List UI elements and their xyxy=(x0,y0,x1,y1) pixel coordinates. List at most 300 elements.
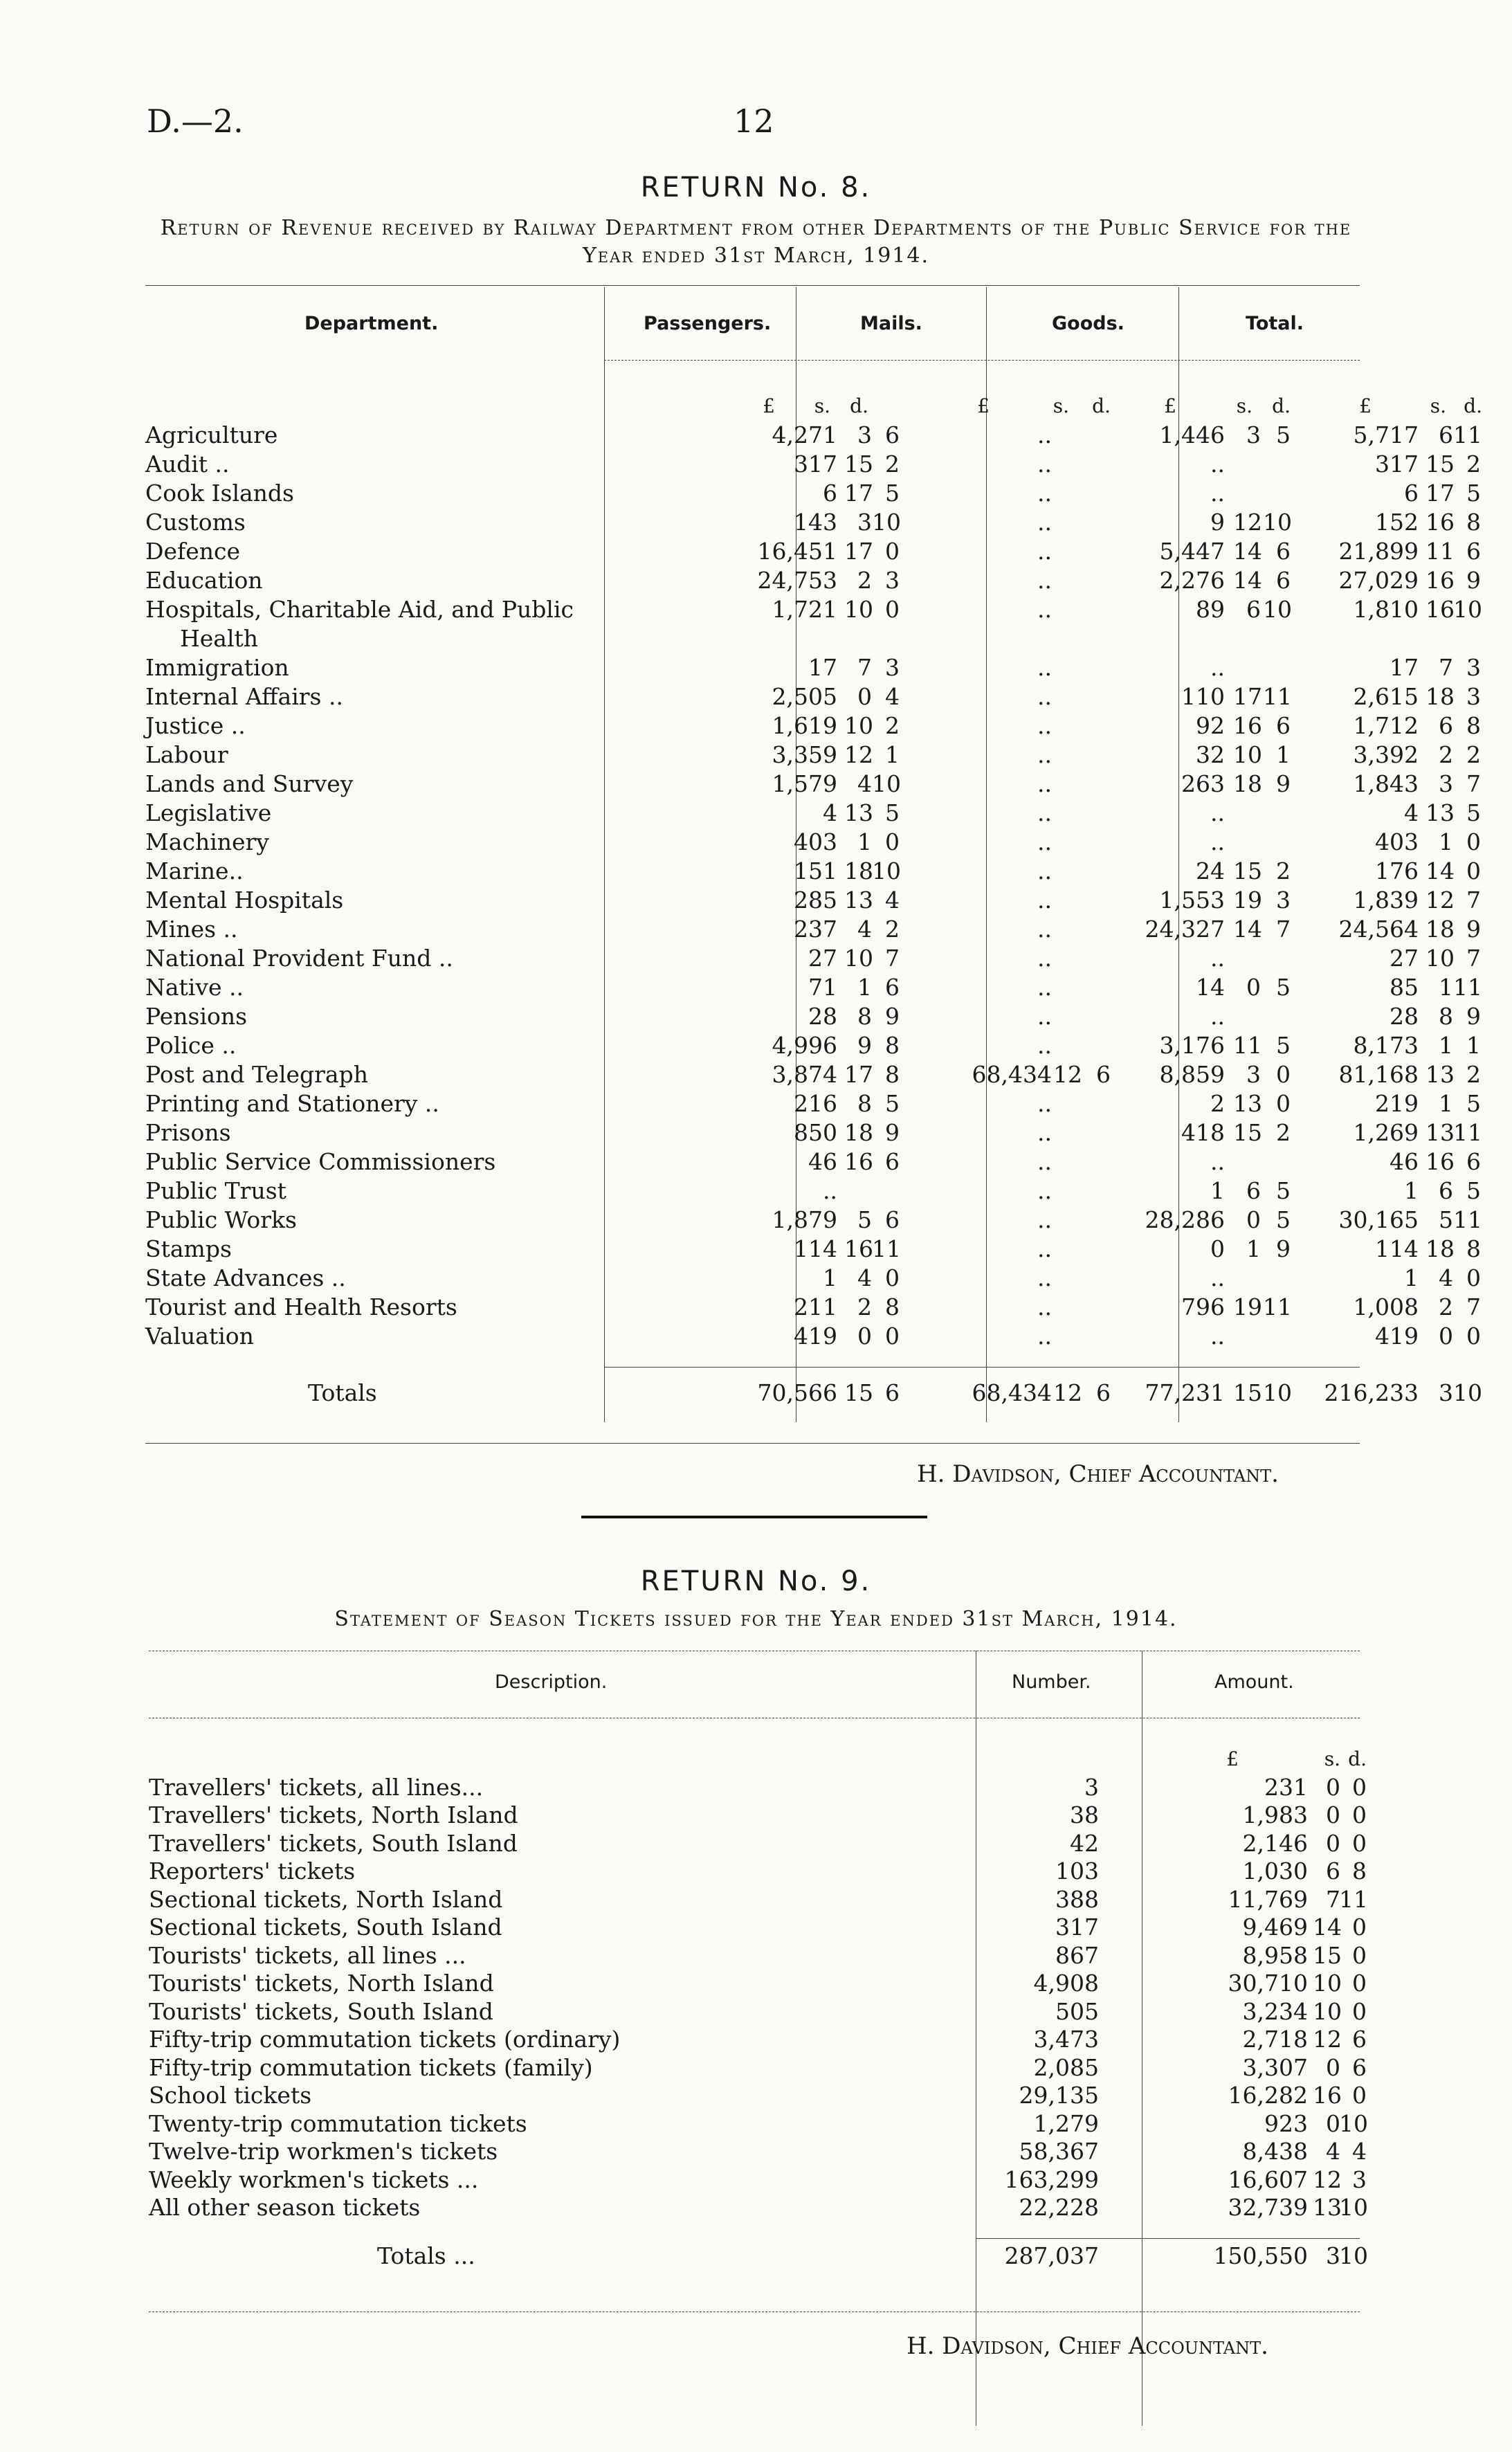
col-t-pounds: 152 xyxy=(1375,509,1419,536)
col-g-pence: 9 xyxy=(1276,1235,1291,1262)
col-p-pence: 6 xyxy=(885,421,900,448)
units-row xyxy=(149,1745,1367,1774)
col-g-shillings: 18 xyxy=(1233,770,1262,797)
col-t-pence: 11 xyxy=(1453,421,1482,448)
col-g-pounds: 5,447 xyxy=(1159,538,1225,565)
amount-shillings: 15 xyxy=(1313,1941,1342,1969)
amount-pence: 10 xyxy=(1339,2194,1368,2221)
department-name: Public Trust xyxy=(145,1177,286,1204)
total-m-shillings: 12 xyxy=(1053,1379,1082,1406)
col-g-shillings: 0 xyxy=(1246,1206,1261,1233)
col-p-pence: 4 xyxy=(885,887,900,914)
col-t-pounds: 30,165 xyxy=(1338,1206,1419,1233)
col-p-shillings: 5 xyxy=(857,1206,872,1233)
col-t-shillings: 6 xyxy=(1439,1177,1453,1204)
table-row xyxy=(145,1031,1481,1060)
ticket-number: 29,135 xyxy=(1019,2082,1099,2109)
col-t-shillings: 7 xyxy=(1439,654,1453,681)
col-p-shillings: 10 xyxy=(844,945,873,972)
signature-text: H. Davidson, Chief Accountant. xyxy=(907,2332,1268,2360)
col-t-pounds: 27,029 xyxy=(1338,567,1419,594)
amount-shillings: 12 xyxy=(1313,2026,1342,2053)
table-row xyxy=(145,1206,1482,1235)
col-g-shillings: 0 xyxy=(1246,974,1261,1001)
col-p-pence: 2 xyxy=(885,712,900,739)
col-m-pounds: .. xyxy=(1037,974,1052,1001)
col-m-pounds: .. xyxy=(1037,1323,1052,1350)
col-p-pence: 6 xyxy=(885,974,900,1001)
col-p-pence: 3 xyxy=(885,567,900,594)
ticket-description: Travellers' tickets, all lines... xyxy=(149,1773,484,1801)
col-t-pence: 9 xyxy=(1466,1003,1481,1030)
total-m-pounds: 68,434 xyxy=(972,1379,1052,1406)
ticket-description: Sectional tickets, South Island xyxy=(149,1914,502,1941)
table-row xyxy=(145,1147,1481,1177)
total-number: 287,037 xyxy=(1004,2242,1099,2269)
table-row xyxy=(149,1801,1367,1830)
col-m-pounds: .. xyxy=(1037,596,1052,623)
col-g-pence: 11 xyxy=(1263,1293,1292,1320)
table-row xyxy=(145,1322,1481,1351)
col-t-pounds: 176 xyxy=(1375,857,1419,884)
col-m-pounds: .. xyxy=(1037,741,1052,768)
return9-totals xyxy=(149,2242,1368,2271)
section-divider xyxy=(581,1516,927,1518)
col-p-pounds: 1,721 xyxy=(772,596,837,623)
col-t-shillings: 1 xyxy=(1439,828,1453,855)
col-m-pounds: .. xyxy=(1037,538,1052,565)
m-unit-pence: d. xyxy=(1092,394,1111,417)
p-unit-pence: d. xyxy=(850,394,868,417)
table-row xyxy=(145,682,1481,711)
col-t-pence: 7 xyxy=(1466,945,1481,972)
col-g-pounds: 0 xyxy=(1210,1235,1225,1262)
col-m-pounds: .. xyxy=(1037,916,1052,943)
col-p-pounds: .. xyxy=(823,1177,837,1204)
department-name: Legislative xyxy=(145,799,272,826)
department-name: National Provident Fund .. xyxy=(145,945,453,972)
col-p-pounds: 27 xyxy=(808,945,837,972)
col-t-pounds: 85 xyxy=(1390,974,1419,1001)
col-g-pounds: .. xyxy=(1210,1148,1225,1175)
totals-row xyxy=(145,1379,1482,1408)
col-m-pounds: .. xyxy=(1037,421,1052,448)
table-row xyxy=(149,1914,1367,1942)
table-row xyxy=(149,2109,1368,2138)
table-row xyxy=(149,1829,1367,1858)
col-m-pounds: .. xyxy=(1037,887,1052,914)
ticket-number: 58,367 xyxy=(1019,2138,1099,2165)
table-row xyxy=(145,1002,1481,1031)
table-row xyxy=(145,537,1481,566)
col-t-shillings: 4 xyxy=(1439,1264,1453,1291)
amount-shillings: 6 xyxy=(1326,1858,1340,1885)
col-g-pounds: .. xyxy=(1210,654,1225,681)
col-g-shillings: 14 xyxy=(1233,538,1262,565)
col-t-pence: 10 xyxy=(1453,596,1482,623)
col-p-pounds: 46 xyxy=(808,1148,837,1175)
col-p-shillings: 15 xyxy=(844,451,873,478)
col-m-pounds: 68,434 xyxy=(972,1061,1052,1088)
return8-bottom-rule xyxy=(145,1443,1360,1444)
col-p-pounds: 850 xyxy=(794,1119,837,1146)
department-name: Mental Hospitals xyxy=(145,887,344,914)
col-t-pounds: 17 xyxy=(1390,654,1419,681)
table-row xyxy=(149,2138,1367,2166)
totals-rule xyxy=(604,1367,1360,1368)
amount-pence: 0 xyxy=(1352,1941,1367,1969)
col-p-pence: 8 xyxy=(885,1032,900,1059)
col-t-pence: 11 xyxy=(1453,974,1482,1001)
col-g-shillings: 1 xyxy=(1246,1235,1261,1262)
col-p-pounds: 419 xyxy=(794,1323,837,1350)
col-t-pence: 7 xyxy=(1466,770,1481,797)
amount-pounds: 150,550 xyxy=(1213,2242,1308,2269)
col-t-shillings: 1 xyxy=(1439,1032,1453,1059)
ticket-description: Sectional tickets, North Island xyxy=(149,1885,503,1913)
amount-pence: 0 xyxy=(1352,2082,1367,2109)
col-g-shillings: 3 xyxy=(1246,421,1261,448)
col-g-pounds: .. xyxy=(1210,828,1225,855)
col-g-shillings: 12 xyxy=(1233,509,1262,536)
col-p-pence: 2 xyxy=(885,916,900,943)
col-p-pounds: 1,619 xyxy=(772,712,837,739)
col-g-pounds: 24 xyxy=(1196,857,1225,884)
col-t-shillings: 12 xyxy=(1426,887,1455,914)
table-row xyxy=(149,1941,1367,1970)
col-t-pence: 2 xyxy=(1466,451,1481,478)
g-unit-pence: d. xyxy=(1272,394,1291,417)
ticket-number: 42 xyxy=(1070,1829,1099,1857)
col-t-shillings: 6 xyxy=(1439,421,1453,448)
col-p-shillings: 1 xyxy=(857,828,872,855)
totals-rule xyxy=(976,2238,1360,2239)
department-name: Defence xyxy=(145,538,240,565)
col-m-pounds: .. xyxy=(1037,1235,1052,1262)
table-row xyxy=(149,2082,1367,2110)
col-g-pounds: .. xyxy=(1210,451,1225,478)
amount-pounds: 9,469 xyxy=(1242,1914,1308,1941)
col-t-pence: 9 xyxy=(1466,916,1481,943)
department-name: Machinery xyxy=(145,828,269,855)
col-g-pounds: 24,327 xyxy=(1145,916,1225,943)
amount-pence: 11 xyxy=(1339,1885,1368,1913)
ticket-description: Reporters' tickets xyxy=(149,1858,356,1885)
col-m-pounds: .. xyxy=(1037,799,1052,826)
header-total: Total. xyxy=(1246,313,1304,334)
col-t-shillings: 11 xyxy=(1426,538,1455,565)
col-t-shillings: 13 xyxy=(1426,1061,1455,1088)
col-t-pounds: 81,168 xyxy=(1338,1061,1419,1088)
col-m-pounds: .. xyxy=(1037,1003,1052,1030)
department-name: Education xyxy=(145,567,263,594)
col-t-pence: 3 xyxy=(1466,683,1481,710)
return8-totals xyxy=(145,1379,1482,1408)
amount-shillings: 7 xyxy=(1326,1885,1340,1913)
col-t-shillings: 16 xyxy=(1426,509,1455,536)
department-name: State Advances .. xyxy=(145,1264,346,1291)
amount-pounds: 3,307 xyxy=(1242,2053,1308,2081)
col-t-pence: 6 xyxy=(1466,538,1481,565)
m-unit-shillings: s. xyxy=(1053,394,1069,417)
col-p-pence: 11 xyxy=(872,1235,901,1262)
department-name: Public Works xyxy=(145,1206,297,1233)
col-t-pence: 11 xyxy=(1453,1119,1482,1146)
amount-pence: 6 xyxy=(1352,2026,1367,2053)
return9-table xyxy=(149,1745,1368,2222)
amount-pounds: 8,958 xyxy=(1242,1941,1308,1969)
col-g-shillings: 17 xyxy=(1233,683,1262,710)
col-p-pence: 5 xyxy=(885,1090,900,1117)
col-t-shillings: 15 xyxy=(1426,451,1455,478)
col-p-pounds: 317 xyxy=(794,451,837,478)
col-g-pounds: 418 xyxy=(1181,1119,1225,1146)
amount-pounds: 2,718 xyxy=(1242,2026,1308,2053)
department-name: Audit .. xyxy=(145,451,230,478)
col-p-shillings: 10 xyxy=(844,596,873,623)
amount-pounds: 1,030 xyxy=(1242,1858,1308,1885)
col-g-shillings: 3 xyxy=(1246,1061,1261,1088)
col-t-pence: 5 xyxy=(1466,799,1481,826)
col-p-pence: 1 xyxy=(885,741,900,768)
amount-shillings: 4 xyxy=(1326,2138,1340,2165)
t-unit-shillings: s. xyxy=(1430,394,1446,417)
department-name: Customs xyxy=(145,509,246,536)
col-t-pence: 9 xyxy=(1466,567,1481,594)
table-row xyxy=(145,1118,1482,1147)
ticket-number: 163,299 xyxy=(1004,2165,1099,2193)
col-g-pounds: .. xyxy=(1210,480,1225,507)
table-row xyxy=(145,566,1481,595)
col-t-pounds: 27 xyxy=(1390,945,1419,972)
amount-pence: 0 xyxy=(1352,1914,1367,1941)
department-name: Police .. xyxy=(145,1032,237,1059)
total-t-pence: 10 xyxy=(1453,1379,1482,1406)
col-g-pounds: 9 xyxy=(1210,509,1225,536)
ticket-number: 103 xyxy=(1055,1858,1099,1885)
return9-signature xyxy=(907,2332,1268,2360)
col-m-pounds: .. xyxy=(1037,712,1052,739)
col-m-pence: 6 xyxy=(1096,1061,1111,1088)
col-t-pence: 8 xyxy=(1466,1235,1481,1262)
col-p-pounds: 143 xyxy=(794,509,837,536)
col-g-shillings: 15 xyxy=(1233,1119,1262,1146)
col-m-pounds: .. xyxy=(1037,1032,1052,1059)
col-p-shillings: 8 xyxy=(857,1090,872,1117)
unit-pounds: £ xyxy=(1226,1747,1239,1770)
col-p-pounds: 211 xyxy=(794,1293,837,1320)
unit-pence: d. xyxy=(1348,1747,1367,1770)
col-m-pounds: .. xyxy=(1037,509,1052,536)
return9-subtitle: Statement of Season Tickets issued for the Year ended 31st March, 1914. xyxy=(334,1607,1178,1631)
amount-shillings: 0 xyxy=(1326,2053,1340,2081)
col-p-pounds: 3,874 xyxy=(772,1061,837,1088)
col-m-pounds: .. xyxy=(1037,857,1052,884)
total-p-shillings: 15 xyxy=(844,1379,873,1406)
department-name: Native .. xyxy=(145,974,244,1001)
col-g-pence: 5 xyxy=(1276,1032,1291,1059)
ticket-description: Fifty-trip commutation tickets (ordinary) xyxy=(149,2026,621,2053)
ticket-description: Travellers' tickets, North Island xyxy=(149,1801,518,1828)
col-t-pounds: 5,717 xyxy=(1353,421,1419,448)
col-g-pence: 11 xyxy=(1263,683,1292,710)
col-m-pounds: .. xyxy=(1037,1177,1052,1204)
col-g-shillings: 10 xyxy=(1233,741,1262,768)
col-t-shillings: 0 xyxy=(1439,1323,1453,1350)
return8-table xyxy=(145,392,1482,1351)
col-m-pounds: .. xyxy=(1037,1148,1052,1175)
col-p-pounds: 403 xyxy=(794,828,837,855)
col-g-pounds: .. xyxy=(1210,799,1225,826)
table-row xyxy=(145,450,1481,479)
col-g-pounds: .. xyxy=(1210,1323,1225,1350)
col-t-shillings: 1 xyxy=(1439,974,1453,1001)
col-t-pence: 7 xyxy=(1466,1293,1481,1320)
col-p-pence: 5 xyxy=(885,799,900,826)
col-p-shillings: 3 xyxy=(857,421,872,448)
col-p-shillings: 18 xyxy=(844,1119,873,1146)
total-t-shillings: 3 xyxy=(1439,1379,1453,1406)
col-p-pounds: 17 xyxy=(808,654,837,681)
header-goods: Goods. xyxy=(1052,313,1124,334)
col-g-pounds: .. xyxy=(1210,945,1225,972)
col-t-pounds: 21,899 xyxy=(1338,538,1419,565)
header-department: Department. xyxy=(304,313,439,334)
ticket-description: Travellers' tickets, South Island xyxy=(149,1829,518,1857)
t-unit-pounds: £ xyxy=(1359,394,1372,417)
col-t-shillings: 16 xyxy=(1426,1148,1455,1175)
header-number: Number. xyxy=(1012,1671,1091,1693)
ticket-description: Twenty-trip commutation tickets xyxy=(149,2109,527,2137)
amount-shillings: 0 xyxy=(1326,1773,1340,1801)
amount-pence: 0 xyxy=(1352,1773,1367,1801)
col-p-shillings: 7 xyxy=(857,654,872,681)
total-t-pounds: 216,233 xyxy=(1324,1379,1419,1406)
total-g-pence: 10 xyxy=(1263,1379,1292,1406)
header-amount: Amount. xyxy=(1214,1671,1294,1693)
table-row xyxy=(145,915,1481,944)
col-t-pence: 6 xyxy=(1466,1148,1481,1175)
col-t-pounds: 419 xyxy=(1375,1323,1419,1350)
department-name: Justice .. xyxy=(145,712,246,739)
col-p-pence: 0 xyxy=(885,828,900,855)
header-rule xyxy=(604,360,1360,361)
col-g-pence: 1 xyxy=(1276,741,1291,768)
table-row xyxy=(149,1970,1367,1998)
col-g-pounds: 92 xyxy=(1196,712,1225,739)
col-m-pounds: .. xyxy=(1037,945,1052,972)
amount-pounds: 2,146 xyxy=(1242,1829,1308,1857)
col-p-shillings: 3 xyxy=(857,509,872,536)
department-name: Immigration xyxy=(145,654,289,681)
totals-label: Totals ... xyxy=(377,2242,475,2269)
ticket-number: 317 xyxy=(1055,1914,1099,1941)
department-name: Printing and Stationery .. xyxy=(145,1090,439,1117)
col-g-pounds: 263 xyxy=(1181,770,1225,797)
col-p-shillings: 16 xyxy=(844,1235,873,1262)
department-name: Prisons xyxy=(145,1119,231,1146)
col-p-pence: 0 xyxy=(885,1323,900,1350)
col-t-pence: 0 xyxy=(1466,857,1481,884)
ticket-description: Tourists' tickets, all lines ... xyxy=(149,1941,466,1969)
col-t-pence: 0 xyxy=(1466,1323,1481,1350)
col-p-shillings: 12 xyxy=(844,741,873,768)
p-unit-pounds: £ xyxy=(763,394,775,417)
col-t-pence: 2 xyxy=(1466,1061,1481,1088)
col-p-shillings: 0 xyxy=(857,1323,872,1350)
amount-pounds: 8,438 xyxy=(1242,2138,1308,2165)
col-g-pence: 2 xyxy=(1276,857,1291,884)
amount-shillings: 13 xyxy=(1313,2194,1342,2221)
col-t-pounds: 6 xyxy=(1404,480,1419,507)
department-name: Stamps xyxy=(145,1235,232,1262)
amount-pence: 6 xyxy=(1352,2053,1367,2081)
col-m-pounds: .. xyxy=(1037,1206,1052,1233)
col-g-pence: 5 xyxy=(1276,974,1291,1001)
col-t-pence: 1 xyxy=(1466,1032,1481,1059)
ticket-description: School tickets xyxy=(149,2082,312,2109)
col-p-shillings: 4 xyxy=(857,1264,872,1291)
col-t-pence: 8 xyxy=(1466,712,1481,739)
department-name: Pensions xyxy=(145,1003,248,1030)
amount-pounds: 1,983 xyxy=(1242,1801,1308,1828)
table-row xyxy=(149,2026,1367,2054)
signature-text: H. Davidson, Chief Accountant. xyxy=(917,1460,1279,1488)
ticket-number: 505 xyxy=(1055,1997,1099,2025)
col-p-pence: 7 xyxy=(885,945,900,972)
col-m-pounds: .. xyxy=(1037,828,1052,855)
table-row xyxy=(145,770,1481,799)
header-description: Description. xyxy=(495,1671,608,1693)
amount-shillings: 14 xyxy=(1313,1914,1342,1941)
department-name: Post and Telegraph xyxy=(145,1061,368,1088)
table-row xyxy=(145,711,1481,741)
col-t-shillings: 16 xyxy=(1426,567,1455,594)
col-g-pence: 9 xyxy=(1276,770,1291,797)
table-row xyxy=(145,828,1481,857)
ticket-description: Fifty-trip commutation tickets (family) xyxy=(149,2053,593,2081)
amount-pence: 4 xyxy=(1352,2138,1367,2165)
col-g-shillings: 19 xyxy=(1233,1293,1262,1320)
table-row xyxy=(145,973,1482,1002)
col-t-pounds: 1 xyxy=(1404,1177,1419,1204)
amount-pence: 10 xyxy=(1339,2242,1368,2269)
col-g-pounds: .. xyxy=(1210,1264,1225,1291)
amount-pounds: 923 xyxy=(1264,2109,1308,2137)
total-g-shillings: 15 xyxy=(1233,1379,1262,1406)
col-t-pounds: 4 xyxy=(1404,799,1419,826)
col-t-pence: 3 xyxy=(1466,654,1481,681)
col-t-pence: 5 xyxy=(1466,480,1481,507)
col-p-pence: 6 xyxy=(885,1206,900,1233)
col-g-shillings: 6 xyxy=(1246,1177,1261,1204)
table-row xyxy=(149,1773,1367,1802)
amount-pence: 3 xyxy=(1352,2165,1367,2193)
col-p-pence: 0 xyxy=(885,1264,900,1291)
ticket-number: 1,279 xyxy=(1033,2109,1099,2137)
col-p-pounds: 216 xyxy=(794,1090,837,1117)
col-t-shillings: 14 xyxy=(1426,857,1455,884)
department-name: Internal Affairs .. xyxy=(145,683,343,710)
m-unit-pounds: £ xyxy=(977,394,990,417)
amount-shillings: 0 xyxy=(1326,1829,1340,1857)
ticket-description: Weekly workmen's tickets ... xyxy=(149,2165,479,2193)
col-p-shillings: 16 xyxy=(844,1148,873,1175)
table-row xyxy=(145,479,1481,508)
col-p-pounds: 285 xyxy=(794,887,837,914)
col-p-pounds: 1,579 xyxy=(772,770,837,797)
col-t-shillings: 2 xyxy=(1439,741,1453,768)
